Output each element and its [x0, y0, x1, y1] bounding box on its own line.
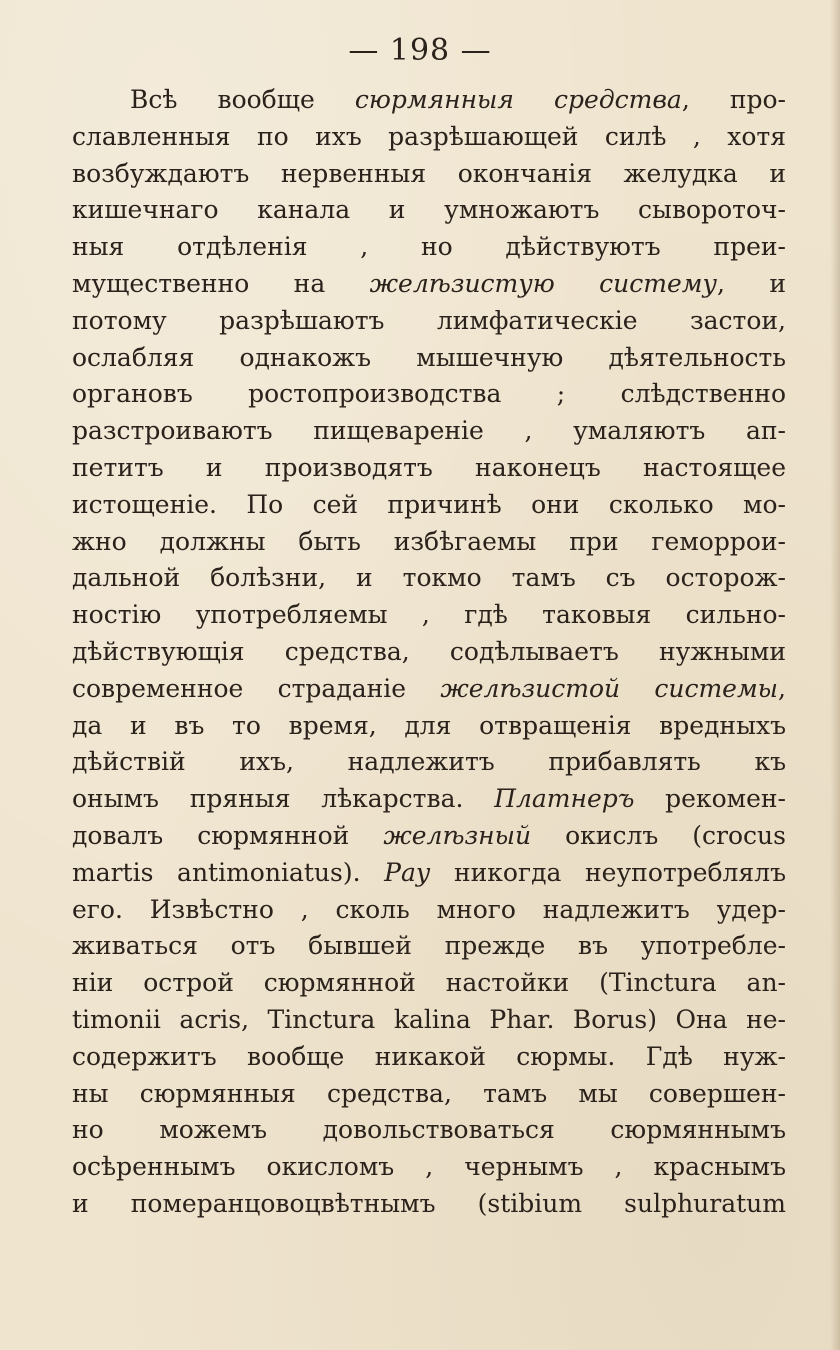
italic-text: сюрмянныя средства: [354, 85, 682, 114]
text-segment: ны сюрмянныя средства, тамъ мы совершен-: [72, 1078, 786, 1108]
text-line: [72, 192, 786, 229]
text-segment: мущественно на: [72, 268, 370, 298]
text-line: [72, 524, 786, 561]
text-segment: и померанцовоцвѣтнымъ (stibium sulphuratum: [72, 1188, 786, 1218]
text-segment: ныя отдѣленія , но дѣйствуютъ преи-: [72, 232, 786, 262]
text-line: [72, 1149, 786, 1186]
text-line: [72, 1039, 786, 1076]
text-line: [72, 928, 786, 965]
text-segment: martis antimoniatus).: [72, 857, 385, 887]
text-line: [72, 156, 786, 193]
text-line: [72, 744, 786, 781]
text-segment: кишечнаго канала и умножаютъ сывороточ-: [72, 195, 786, 225]
text-line: [72, 266, 786, 303]
page-edge-shadow: [830, 0, 840, 1350]
text-segment: современное страданіе: [72, 673, 441, 703]
page-number: — 198 —: [348, 33, 492, 68]
text-line: [72, 708, 786, 745]
text-line: [72, 1186, 786, 1223]
body-text: [72, 82, 786, 1223]
text-segment: содержитъ вообще никакой сюрмы. Гдѣ нуж-: [72, 1041, 786, 1071]
text-line: [72, 119, 786, 156]
text-line: [72, 1076, 786, 1113]
text-segment: никогда неупотреблялъ: [430, 857, 786, 887]
text-segment: , и: [717, 268, 786, 298]
text-line: [72, 229, 786, 266]
text-segment: Всѣ вообще: [130, 85, 355, 114]
text-line: [72, 597, 786, 634]
text-segment: возбуждаютъ нервенныя окончанія желудка и: [72, 158, 786, 188]
italic-text: желѣзистую систему: [369, 268, 717, 298]
text-segment: , про-: [681, 85, 786, 114]
text-line: [72, 965, 786, 1002]
text-segment: органовъ ростопроизводства ; слѣдственно: [72, 379, 786, 409]
text-line: [72, 634, 786, 671]
text-segment: дѣйствій ихъ, надлежитъ прибавлять къ: [72, 747, 786, 777]
text-segment: окислъ (crocus: [531, 820, 786, 850]
text-line: [72, 303, 786, 340]
text-segment: живаться отъ бывшей прежде въ употребле-: [72, 931, 786, 961]
text-line: [72, 413, 786, 450]
text-line: [72, 450, 786, 487]
text-segment: рекомен-: [634, 784, 786, 814]
text-line: [72, 1002, 786, 1039]
text-segment: дѣйствующія средства, содѣлываетъ нужными: [72, 636, 786, 666]
text-segment: довалъ сюрмянной: [72, 820, 384, 850]
italic-text: желѣзистой системы: [440, 673, 779, 703]
text-segment: истощеніе. По сей причинѣ они сколько мо-: [72, 489, 786, 519]
text-line: [72, 376, 786, 413]
text-segment: осѣреннымъ окисломъ , чернымъ , краснымъ: [72, 1152, 786, 1182]
text-segment: онымъ пряныя лѣкарства.: [72, 784, 495, 814]
text-line: [72, 82, 786, 119]
text-segment: ослабляя однакожъ мышечную дѣятельность: [72, 342, 786, 372]
text-segment: его. Извѣстно , сколь много надлежитъ удер-: [72, 894, 786, 924]
text-segment: дальной болѣзни, и токмо тамъ съ осторож-: [72, 563, 786, 593]
italic-text: Платнеръ: [494, 784, 635, 814]
text-line: [72, 560, 786, 597]
text-segment: ,: [778, 673, 786, 703]
text-line: [72, 487, 786, 524]
italic-text: Рау: [384, 857, 431, 887]
text-segment: жно должны быть избѣгаемы при геморрои-: [72, 526, 786, 556]
text-line: [72, 892, 786, 929]
text-segment: ностію употребляемы , гдѣ таковыя сильно-: [72, 600, 786, 630]
italic-text: желѣзный: [383, 820, 532, 850]
text-line: [72, 855, 786, 892]
text-line: [72, 340, 786, 377]
text-segment: славленныя по ихъ разрѣшающей силѣ , хотя: [72, 121, 786, 151]
text-segment: да и въ то время, для отвращенія вредныхъ: [72, 710, 786, 740]
text-segment: ніи острой сюрмянной настойки (Tinctura an-: [72, 968, 786, 998]
text-line: [72, 781, 786, 818]
text-segment: петитъ и производятъ наконецъ настоящее: [72, 452, 786, 482]
text-segment: timonii acris, Tinctura kalina Phar. Borus) Она не-: [72, 1004, 786, 1034]
text-line: [72, 1112, 786, 1149]
text-segment: потому разрѣшаютъ лимфатическіе застои,: [72, 305, 786, 335]
text-line: [72, 818, 786, 855]
text-line: [72, 671, 786, 708]
text-segment: но можемъ довольствоваться сюрмяннымъ: [72, 1115, 786, 1145]
text-segment: разстроиваютъ пищевареніе , умаляютъ ап-: [72, 416, 786, 446]
